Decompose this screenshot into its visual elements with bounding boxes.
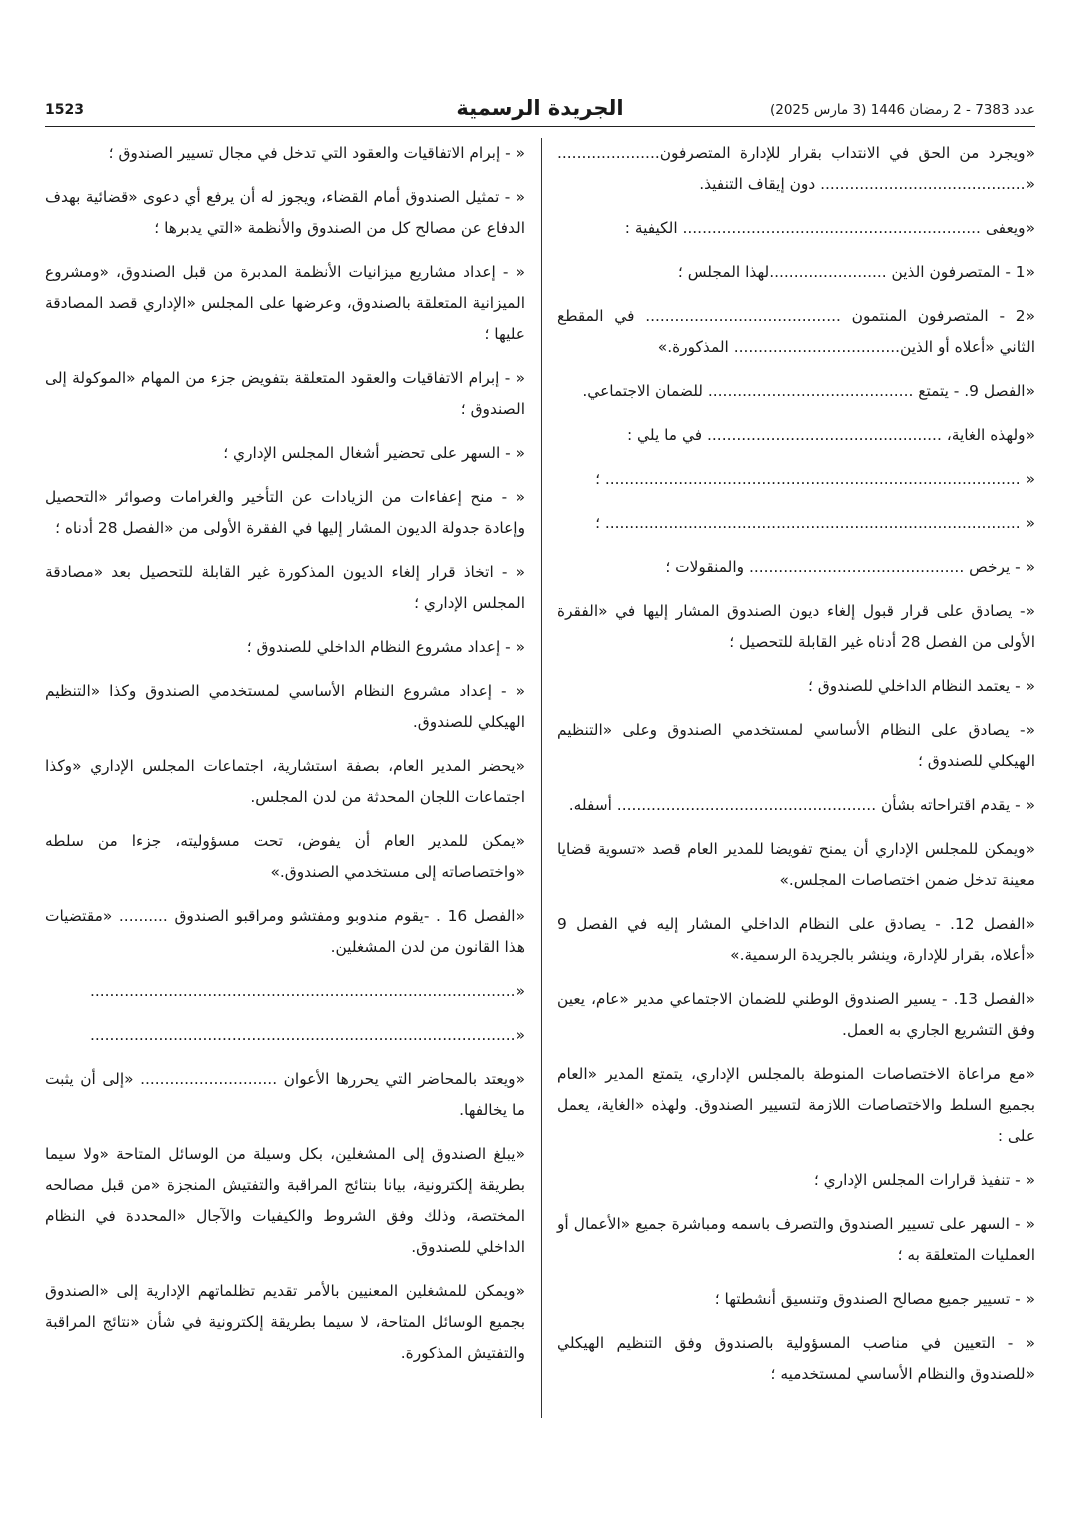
paragraph: « - منح إعفاءات من الزيادات عن التأخير والغرامات وصوائر «التحصيل وإعادة جدولة الديون المشار إليها في الفقرة الأولى من «الفصل 28 أدناه ؛	[45, 488, 525, 537]
paragraph: « - التعيين في مناصب المسؤولية بالصندوق وفق التنظيم الهيكلي «للصندوق والنظام الأساسي لمستخدميه ؛	[557, 1334, 1035, 1383]
paragraph: «.......................................................................................	[89, 982, 525, 1000]
column-divider	[541, 138, 542, 1418]
paragraph: « - إبرام الاتفاقيات والعقود التي تدخل في مجال تسيير الصندوق ؛	[108, 144, 525, 162]
paragraph: «ويجرد من الحق في الانتداب بقرار للإدارة المتصرفون..................... «.......................................... دون إيقاف التنفيذ.	[557, 144, 1035, 193]
paragraph: « - تسيير جميع مصالح الصندوق وتنسيق أنشطتها ؛	[714, 1290, 1035, 1308]
paragraph: « - يقدم اقتراحاته بشأن ..................................................... أسفله.	[568, 796, 1035, 814]
paragraph: « - السهر على تسيير الصندوق والتصرف باسمه ومباشرة جميع «الأعمال أو العمليات المتعلقة به ؛	[557, 1215, 1035, 1264]
paragraph: « - السهر على تحضير أشغال المجلس الإداري ؛	[223, 444, 525, 462]
left-column	[45, 138, 525, 1382]
paragraph: « - اتخاذ قرار إلغاء الديون المذكورة غير القابلة للتحصيل بعد «مصادقة المجلس الإداري ؛	[45, 563, 525, 612]
paragraph: «الفصل 9. - يتمتع .......................................... للضمان الاجتماعي.	[582, 382, 1035, 400]
paragraph: « - يرخص ............................................ والمنقولات ؛	[665, 558, 1035, 576]
paragraph: « - إعداد مشروع النظام الأساسي لمستخدمي الصندوق وكذا «التنظيم الهيكلي للصندوق.	[45, 682, 525, 731]
right-column	[557, 138, 1035, 1403]
paragraph: «يبلغ الصندوق إلى المشغلين، بكل وسيلة من الوسائل المتاحة «ولا سيما بطريقة إلكترونية، بيانا بنتائج المراقبة والتفتيش المنجزة «من قبل مصالحه المختصة، وذلك وفق الشروط والكيفيات والآجال «المحددة في النظام الداخلي للصندوق.	[45, 1145, 525, 1256]
paragraph: «ويمكن للمجلس الإداري أن يمنح تفويضا للمدير العام قصد «تسوية قضايا معينة تدخل ضمن اختصاصات المجلس.»	[557, 840, 1035, 889]
paragraph: «يحضر المدير العام، بصفة استشارية، اجتماعات المجلس الإداري «وكذا اجتماعات اللجان المحدثة من لدن المجلس.	[45, 757, 525, 806]
paragraph: « ..................................................................................... ؛	[595, 514, 1035, 532]
paragraph: «يمكن للمدير العام أن يفوض، تحت مسؤوليته، جزءا من سلطه «واختصاصاته إلى مستخدمي الصندوق.»	[45, 832, 525, 881]
paragraph: « - إعداد مشروع النظام الداخلي للصندوق ؛	[246, 638, 525, 656]
paragraph: «ويعفى ............................................................. الكيفية :	[624, 219, 1035, 237]
paragraph: «ويعتد بالمحاضر التي يحررها الأعوان ............................ «إلى أن يثبت ما يخالفها.	[45, 1070, 525, 1119]
paragraph: « ..................................................................................... ؛	[595, 470, 1035, 488]
issue-info: عدد 7383 - 2 رمضان 1446 (3 مارس 2025)	[769, 102, 1035, 118]
paragraph: «ولهذه الغاية، ................................................ في ما يلي :	[626, 426, 1035, 444]
paragraph: « - تمثيل الصندوق أمام القضاء، ويجوز له أن يرفع أي دعوى «قضائية بهدف الدفاع عن مصالح كل من الصندوق والأنظمة «التي يدبرها ؛	[45, 188, 525, 237]
paragraph: «مع مراعاة الاختصاصات المنوطة بالمجلس الإداري، يتمتع المدير «العام بجميع السلط والاختصاصات اللازمة لتسيير الصندوق. ولهذه «الغاية، يعمل على :	[557, 1065, 1035, 1145]
page-header	[45, 96, 1035, 127]
paragraph: « - إبرام الاتفاقيات والعقود المتعلقة بتفويض جزء من المهام «الموكولة إلى الصندوق ؛	[45, 369, 525, 418]
paragraph: «.......................................................................................	[89, 1026, 525, 1044]
page-number: 1523	[45, 102, 84, 118]
paragraph: « - يعتمد النظام الداخلي للصندوق ؛	[808, 677, 1035, 695]
paragraph: «الفصل 13. - يسير الصندوق الوطني للضمان الاجتماعي مدير «عام، يعين وفق التشريع الجاري به العمل.	[557, 990, 1035, 1039]
paragraph: «2 - المتصرفون المنتمون ........................................ في المقطع الثاني «أعلاه أو الذين.................................. المذكورة.»	[557, 307, 1035, 356]
paragraph: «- يصادق على النظام الأساسي لمستخدمي الصندوق وعلى «التنظيم الهيكلي للصندوق ؛	[557, 721, 1035, 770]
paragraph: «الفصل 12. - يصادق على النظام الداخلي المشار إليه في الفصل 9 «أعلاه، بقرار للإدارة، وينشر بالجريدة الرسمية.»	[557, 915, 1035, 964]
paragraph: «- يصادق على قرار قبول إلغاء ديون الصندوق المشار إليها في «الفقرة الأولى من الفصل 28 أدناه غير القابلة للتحصيل ؛	[557, 602, 1035, 651]
paragraph: « - تنفيذ قرارات المجلس الإداري ؛	[813, 1171, 1035, 1189]
journal-title: الجريدة الرسمية	[456, 96, 624, 120]
paragraph: « - إعداد مشاريع ميزانيات الأنظمة المدبرة من قبل الصندوق، «ومشروع الميزانية المتعلقة بالصندوق، وعرضها على المجلس «الإداري قصد المصادقة عليها ؛	[45, 263, 525, 343]
paragraph: «1 - المتصرفون الذين ........................لهذا المجلس ؛	[677, 263, 1035, 281]
paragraph: «ويمكن للمشغلين المعنيين بالأمر تقديم تظلماتهم الإدارية إلى «الصندوق بجميع الوسائل المتاحة، لا سيما بطريقة إلكترونية في شأن «نتائج المراقبة والتفتيش المذكورة.	[45, 1282, 525, 1362]
paragraph: «الفصل 16 . -يقوم مندوبو ومفتشو ومراقبو الصندوق .......... «مقتضيات هذا القانون من لدن المشغلين.	[45, 907, 526, 956]
